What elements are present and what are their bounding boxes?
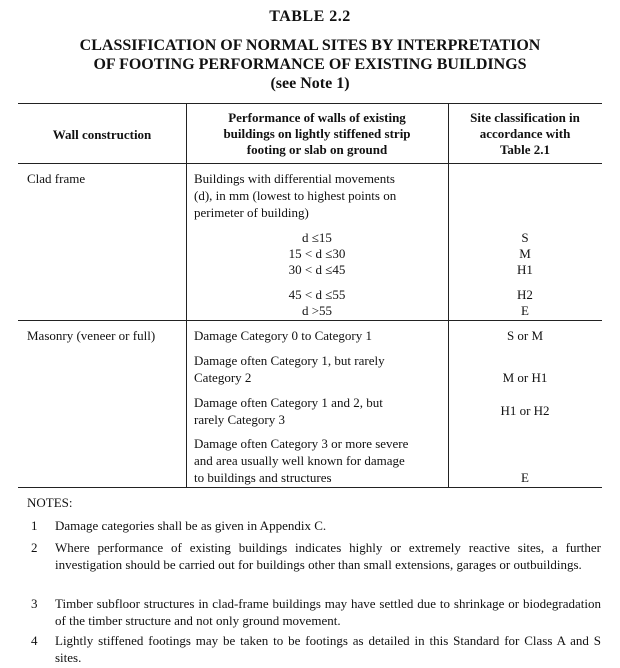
table-number: TABLE 2.2 — [269, 8, 351, 25]
range-condition: d >55 — [301, 303, 333, 318]
note-text: Timber subfloor structures in clad-frame buildings may have settled due to shrinkage or biodegradation of the timber structure and not only ground movement. — [55, 596, 601, 628]
performance-line: Damage often Category 1 and 2, but — [194, 395, 383, 410]
masonry-performance — [194, 327, 372, 344]
performance-line: Category 2 — [194, 370, 252, 385]
range-class: E — [521, 303, 529, 318]
note-number: 2 — [31, 540, 38, 555]
range-class: M — [519, 246, 531, 261]
range-condition: 30 < d ≤45 — [288, 262, 346, 277]
table-title — [0, 36, 620, 93]
masonry-class: H1 or H2 — [500, 403, 550, 418]
title-line-1: CLASSIFICATION OF NORMAL SITES BY INTERPRETATION — [79, 37, 541, 54]
masonry-performance — [194, 352, 385, 386]
header-classification-line: Site classification in — [470, 110, 580, 125]
description-line: perimeter of building) — [194, 205, 309, 220]
masonry-class: S or M — [506, 328, 544, 343]
header-performance-line: Performance of walls of existing — [228, 110, 406, 125]
note-text: Where performance of existing buildings indicates highly or extremely reactive sites, a further investigation should be carried out for buildings other than small extensions, garages or outbuildings. — [55, 540, 601, 572]
performance-line: rarely Category 3 — [194, 412, 285, 427]
header-bottom-rule — [18, 163, 602, 164]
description-line: Buildings with differential movements — [194, 171, 395, 186]
masonry-label: Masonry (veneer or full) — [27, 328, 156, 343]
header-performance — [186, 110, 448, 158]
masonry-performance — [194, 394, 383, 428]
note-number: 1 — [31, 518, 38, 533]
note-text: Lightly stiffened footings may be taken to be footings as detailed in this Standard for Class A and S sites. — [55, 633, 601, 665]
notes-heading: NOTES: — [27, 495, 73, 510]
masonry-class: M or H1 — [502, 370, 548, 385]
performance-line: Damage often Category 1, but rarely — [194, 353, 385, 368]
header-site-classification — [448, 110, 602, 158]
range-condition: 15 < d ≤30 — [288, 246, 346, 261]
header-classification-line: accordance with — [479, 126, 571, 141]
header-performance-line: buildings on lightly stiffened strip — [223, 126, 411, 141]
note-number: 3 — [31, 596, 38, 611]
performance-line: Damage often Category 3 or more severe — [194, 436, 409, 451]
note-number: 4 — [31, 633, 38, 648]
clad-frame-bottom-rule — [18, 320, 602, 321]
masonry-performance — [194, 435, 408, 486]
clad-frame-description — [194, 170, 396, 221]
header-classification-line: Table 2.1 — [499, 142, 551, 157]
header-wall-construction: Wall construction — [52, 127, 152, 142]
range-condition: 45 < d ≤55 — [288, 287, 346, 302]
range-class: H1 — [517, 262, 533, 277]
range-condition: d ≤15 — [302, 230, 332, 245]
title-line-2: OF FOOTING PERFORMANCE OF EXISTING BUILDINGS — [93, 56, 527, 73]
performance-line: Damage Category 0 to Category 1 — [194, 328, 372, 343]
range-class: S — [521, 230, 529, 245]
table-top-rule — [18, 103, 602, 104]
performance-line: to buildings and structures — [194, 470, 332, 485]
performance-line: and area usually well known for damage — [194, 453, 405, 468]
note-text: Damage categories shall be as given in Appendix C. — [55, 518, 327, 533]
title-line-3: (see Note 1) — [270, 75, 350, 92]
range-class: H2 — [517, 287, 533, 302]
header-performance-line: footing or slab on ground — [246, 142, 388, 157]
clad-frame-label: Clad frame — [27, 171, 86, 186]
description-line: (d), in mm (lowest to highest points on — [194, 188, 397, 203]
masonry-class: E — [521, 470, 529, 485]
table-bottom-rule — [18, 487, 602, 488]
